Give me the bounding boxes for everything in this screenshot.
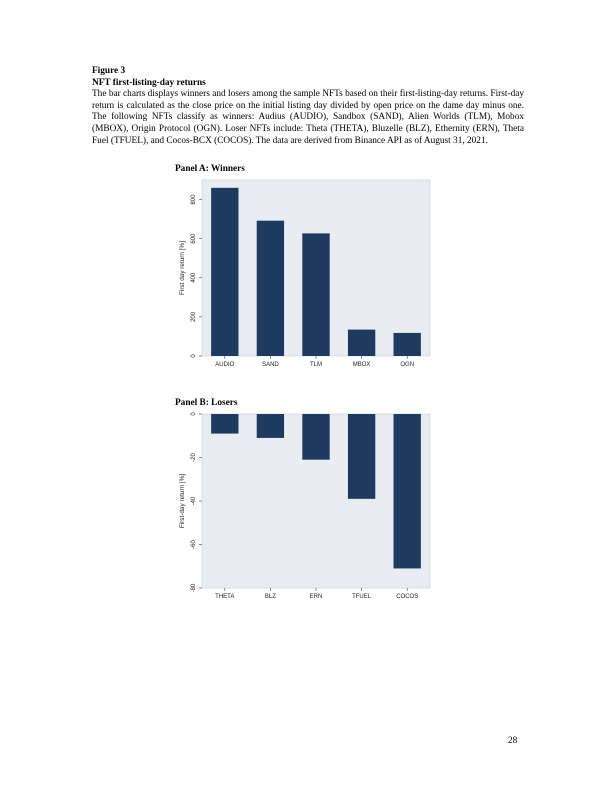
bar-audio — [211, 188, 238, 356]
bar-tlm — [302, 233, 329, 356]
y-tick-label: -60 — [191, 540, 197, 549]
figure-title: NFT first-listing-day returns — [92, 77, 206, 88]
figure-caption: The bar charts displays winners and losers among the sample NFTs based on their first-listing-day returns. First-day return is calculated as the close price on the initial listing day divided by open price on the dame day minus one. The following NFTs classify as winners: Audius (AUDIO), Sandbox (SAND), Alien Worlds (TLM), Mobox (MBOX), Origin Protocol (OGN). Loser NFTs include: Theta (THETA), Bluzelle (BLZ), Ethernity (ERN), Theta Fuel (TFUEL), and Cocos-BCX (COCOS). The data are derived from Binance API as of August 31, 2021. — [92, 89, 524, 146]
y-tick-label: -80 — [191, 583, 197, 593]
page-number: 28 — [508, 736, 518, 746]
x-tick-label: AUDIO — [215, 362, 235, 368]
x-tick-label: SAND — [262, 362, 279, 368]
x-tick-label: TLM — [310, 362, 322, 368]
bar-theta — [211, 414, 238, 434]
y-axis-label: First-day return [%] — [179, 473, 186, 529]
bar-tfuel — [348, 414, 375, 499]
winners-chart — [172, 176, 432, 374]
x-tick-label: TFUEL — [352, 594, 372, 600]
bar-ern — [302, 414, 329, 460]
bar-ogn — [394, 333, 421, 356]
x-tick-label: MBOX — [352, 362, 371, 368]
y-tick-label: 0 — [191, 412, 197, 416]
y-tick-label: 200 — [191, 311, 197, 322]
losers-chart — [172, 410, 432, 606]
bar-mbox — [348, 330, 375, 356]
y-tick-label: 600 — [191, 233, 197, 244]
y-tick-label: 400 — [191, 272, 197, 283]
panel-a-title: Panel A: Winners — [175, 164, 245, 174]
x-tick-label: BLZ — [264, 594, 276, 600]
x-tick-label: OGN — [400, 362, 415, 368]
y-tick-label: 0 — [191, 354, 197, 358]
y-tick-label: 800 — [191, 194, 197, 205]
x-tick-label: ERN — [309, 594, 323, 600]
panel-b-title: Panel B: Losers — [175, 398, 238, 408]
figure-label: Figure 3 — [92, 66, 126, 76]
x-tick-label: THETA — [215, 594, 235, 600]
bar-cocos — [394, 414, 421, 568]
y-axis-label: First day return [%] — [179, 241, 186, 295]
figure-block — [92, 66, 524, 147]
bar-sand — [257, 221, 284, 356]
x-tick-label: COCOS — [396, 594, 419, 600]
y-tick-label: -40 — [191, 496, 197, 506]
bar-blz — [257, 414, 284, 438]
y-tick-label: -20 — [191, 453, 197, 462]
